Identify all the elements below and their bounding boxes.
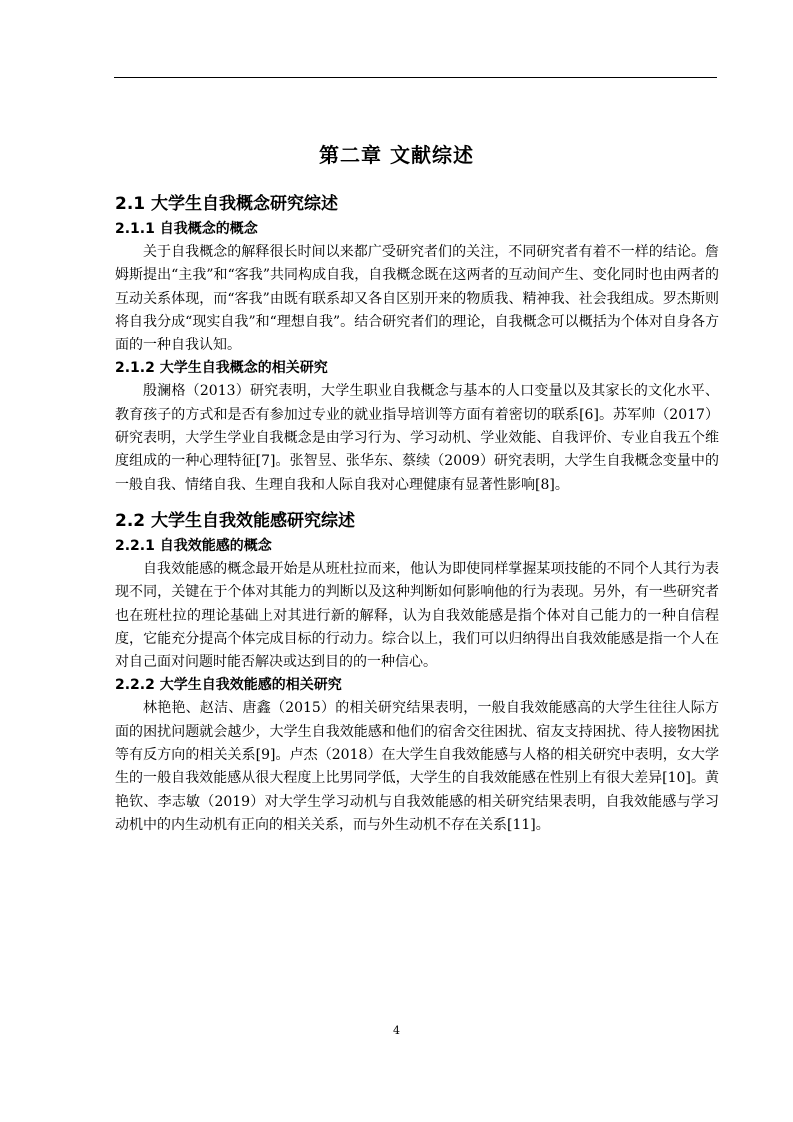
section-heading-2-2: 2.2 大学生自我效能感研究综述 <box>115 510 356 531</box>
page-number: 4 <box>393 1024 400 1037</box>
subsection-heading-2-2-2: 2.2.2 大学生自我效能感的相关研究 <box>115 677 342 694</box>
paragraph-self-concept-research: 殷澜格（2013）研究表明，大学生职业自我概念与基本的人口变量以及其家长的文化水平、教育孩子的方式和是否有参加过专业的就业指导培训等方面有着密切的联系[6]。苏军帅（2017）研究表明，大学生学业自我概念是由学习行为、学习动机、学业效能、自我评价、专业自我五个维度组成的一种心理特征[7]。张智昱、张华东、蔡续（2009）研究表明，大学生自我概念变量中的一般自我、情绪自我、生理自我和人际自我对心理健康有显著性影响[8]。 <box>115 383 719 493</box>
paragraph-self-efficacy-definition: 自我效能感的概念最开始是从班杜拉而来，他认为即使同样掌握某项技能的不同个人其行为表现不同，关键在于个体对其能力的判断以及这种判断如何影响他的行为表现。另外，有一些研究者也在班杜拉的理论基础上对其进行新的解释，认为自我效能感是指个体对自己能力的一种自信程度，它能充分提高个体完成目标的行动力。综合以上，我们可以归纳得出自我效能感是指一个人在对自己面对问题时能否解决或达到目的的一种信心。 <box>115 560 719 671</box>
section-heading-2-1: 2.1 大学生自我概念研究综述 <box>115 194 339 214</box>
paragraph-self-efficacy-research: 林艳艳、赵洁、唐鑫（2015）的相关研究结果表明，一般自我效能感高的大学生往往人际方面的困扰问题就会越少，大学生自我效能感和他们的宿舍交往困扰、宿友支持困扰、待人接物困扰等有反方向的相关关系[9]。卢杰（2018）在大学生自我效能感与人格的相关研究中表明，女大学生的一般自我效能感从很大程度上比男同学低，大学生的自我效能感在性别上有很大差异[10]。黄艳钦、李志敏（2019）对大学生学习动机与自我效能感的相关研究结果表明，自我效能感与学习动机中的内生动机有正向的相关关系，而与外生动机不存在关系[11]。 <box>115 700 719 833</box>
subsection-heading-2-1-2: 2.1.2 大学生自我概念的相关研究 <box>115 360 328 377</box>
subsection-heading-2-1-1: 2.1.1 自我概念的概念 <box>115 221 258 237</box>
section-spacer <box>115 497 719 507</box>
header-rule <box>114 77 717 78</box>
body-content <box>115 190 719 837</box>
paragraph-self-concept-definition: 关于自我概念的解释很长时间以来都广受研究者们的关注，不同研究者有着不一样的结论。詹姆斯提出“主我”和“客我”共同构成自我，自我概念既在这两者的互动间产生、变化同时也由两者的互动关系体现，而“客我”由既有联系却又各自区别开来的物质我、精神我、社会我组成。罗杰斯则将自我分成“现实自我”和“理想自我”。结合研究者们的理论，自我概念可以概括为个体对自身各方面的一种自我认知。 <box>115 244 719 354</box>
chapter-title: 第二章 文献综述 <box>319 143 474 167</box>
subsection-heading-2-2-1: 2.2.1 自我效能感的概念 <box>115 537 272 554</box>
